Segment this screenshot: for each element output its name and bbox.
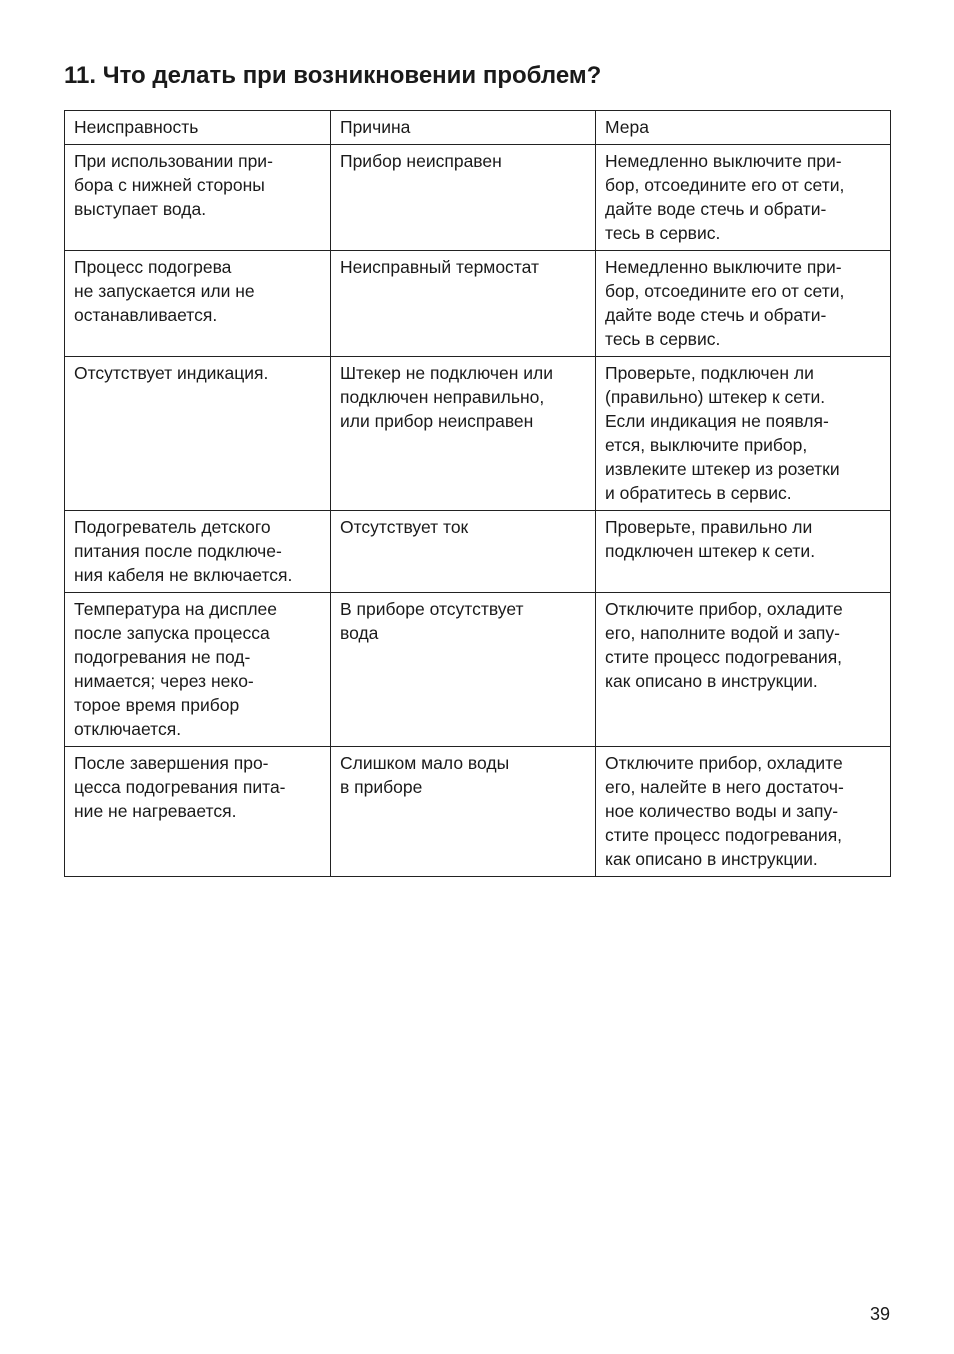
table-row (65, 511, 891, 593)
action-cell: Проверьте, правильно ли подключен штекер к сети. (596, 511, 891, 593)
table-row (65, 593, 891, 747)
fault-cell: Процесс подогрева не запускается или не останавливается. (65, 251, 331, 357)
cause-cell: В приборе отсутствует вода (331, 593, 596, 747)
cause-cell: Штекер не подключен или подключен неправильно, или прибор неисправен (331, 357, 596, 511)
column-header-cause: Причина (331, 111, 596, 145)
column-header-fault: Неисправность (65, 111, 331, 145)
action-cell: Немедленно выключите при- бор, отсоедините его от сети, дайте воде стечь и обрати- тесь в сервис. (596, 251, 891, 357)
table-header-row (65, 111, 891, 145)
cause-cell: Слишком мало воды в приборе (331, 747, 596, 877)
fault-cell: Подогреватель детского питания после подключе- ния кабеля не включается. (65, 511, 331, 593)
table-row (65, 251, 891, 357)
table-row (65, 357, 891, 511)
page-title: 11. Что делать при возникновении проблем? (64, 62, 602, 89)
cause-cell: Неисправный термостат (331, 251, 596, 357)
table-row (65, 145, 891, 251)
action-cell: Отключите прибор, охладите его, наполните водой и запу- стите процесс подогревания, как описано в инструкции. (596, 593, 891, 747)
action-cell: Немедленно выключите при- бор, отсоедините его от сети, дайте воде стечь и обрати- тесь в сервис. (596, 145, 891, 251)
cause-cell: Прибор неисправен (331, 145, 596, 251)
fault-cell: Отсутствует индикация. (65, 357, 331, 511)
table-row (65, 747, 891, 877)
action-cell: Проверьте, подключен ли (правильно) штекер к сети. Если индикация не появля- ется, выключите прибор, извлеките штекер из розетки и обратитесь в сервис. (596, 357, 891, 511)
action-cell: Отключите прибор, охладите его, налейте в него достаточ- ное количество воды и запу- стите процесс подогревания, как описано в инструкции. (596, 747, 891, 877)
fault-cell: При использовании при- бора с нижней стороны выступает вода. (65, 145, 331, 251)
fault-cell: Температура на дисплее после запуска процесса подогревания не под- нимается; через неко- торое время прибор отключается. (65, 593, 331, 747)
column-header-action: Мера (596, 111, 891, 145)
fault-cell: После завершения про- цесса подогревания пита- ние не нагревается. (65, 747, 331, 877)
troubleshooting-table (64, 110, 891, 877)
cause-cell: Отсутствует ток (331, 511, 596, 593)
page-number: 39 (869, 1304, 890, 1324)
